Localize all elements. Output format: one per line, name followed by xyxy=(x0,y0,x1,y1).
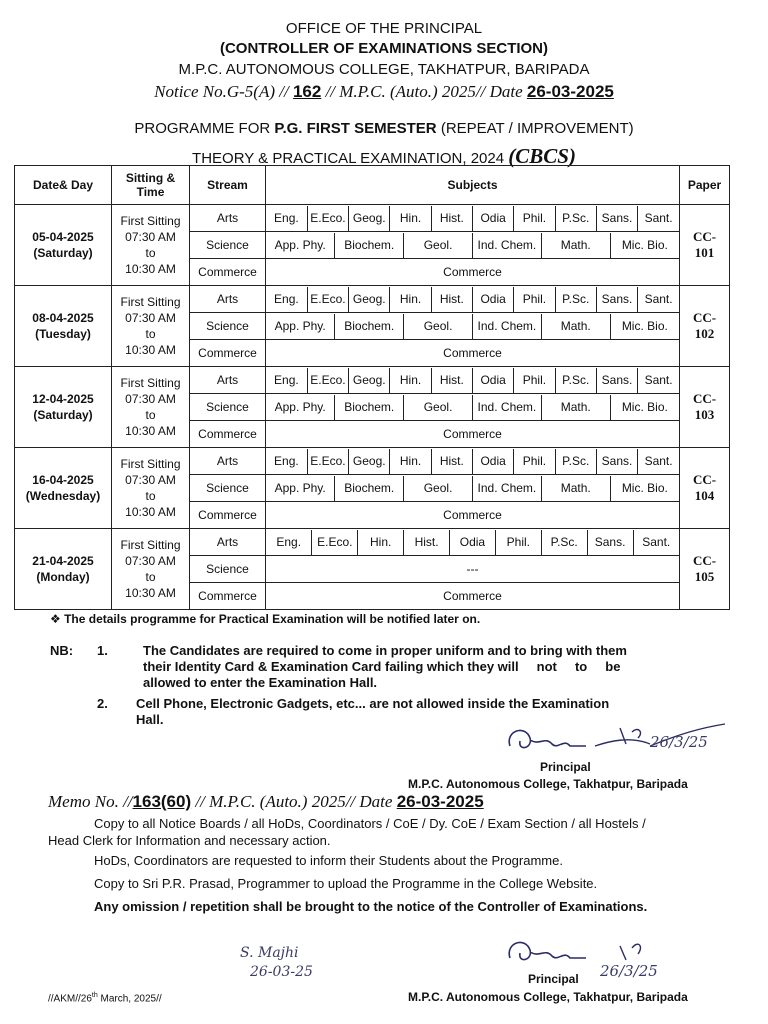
principal-label-1: Principal xyxy=(540,760,591,774)
stream-commerce: Commerce xyxy=(190,340,266,367)
practical-note: ❖ The details programme for Practical Examination will be notified later on. xyxy=(50,612,481,626)
subject-cell: P.Sc. xyxy=(555,287,596,312)
subject-cell: Eng. xyxy=(266,206,307,231)
arts-subjects xyxy=(266,367,680,394)
title-semester: P.G. FIRST SEMESTER xyxy=(274,120,437,137)
subject-cell: Hin. xyxy=(390,449,431,474)
paper-cell xyxy=(680,205,730,286)
sitting-cell xyxy=(112,286,190,367)
stream-science: Science xyxy=(190,313,266,340)
stream-science: Science xyxy=(190,232,266,259)
science-none: --- xyxy=(466,562,479,576)
sitting-label: First Sitting xyxy=(120,376,181,390)
exam-schedule-table xyxy=(14,165,730,610)
nb-label: NB: xyxy=(50,643,74,658)
paper-prefix: CC- xyxy=(692,310,717,325)
memo-date: 26-03-2025 xyxy=(396,792,484,811)
subject-cell: Odia xyxy=(450,530,496,555)
subject-cell: Geol. xyxy=(404,476,473,501)
sitting-to: to xyxy=(145,408,156,422)
sitting-to: to xyxy=(145,246,156,260)
subject-cell: Mic. Bio. xyxy=(621,481,668,495)
subject-cell: Eng. xyxy=(266,449,307,474)
subject-cell: Sans. xyxy=(587,530,633,555)
principal-college-1: M.P.C. Autonomous College, Takhatpur, Baripada xyxy=(408,777,688,791)
memo-line xyxy=(48,792,484,812)
paper-cell xyxy=(680,367,730,448)
notice-prefix: Notice No.G-5(A) // xyxy=(154,82,289,101)
subject-cell: App. Phy. xyxy=(266,395,335,420)
subject-cell: P.Sc. xyxy=(555,449,596,474)
subject-cell: Phil. xyxy=(514,368,555,393)
footer-ref-a: //AKM//26 xyxy=(48,993,92,1005)
header-subjects: Subjects xyxy=(266,166,680,205)
subject-cell: App. Phy. xyxy=(266,476,335,501)
paper-prefix: CC- xyxy=(692,229,717,244)
paper-prefix: CC- xyxy=(692,472,717,487)
stream-commerce: Commerce xyxy=(190,421,266,448)
header-stream: Stream xyxy=(190,166,266,205)
subject-cell: P.Sc. xyxy=(555,368,596,393)
paper-code: 102 xyxy=(694,326,715,341)
nb-item-2-line1: Cell Phone, Electronic Gadgets, etc... are not allowed inside the Examination xyxy=(136,696,610,711)
subject-cell: Sant. xyxy=(644,292,673,306)
college-name: M.P.C. AUTONOMOUS COLLEGE, TAKHATPUR, BARIPADA xyxy=(178,61,590,78)
sitting-end: 10:30 AM xyxy=(125,343,176,357)
title-prefix: PROGRAMME FOR xyxy=(134,120,271,137)
subject-cell: Biochem. xyxy=(335,233,404,258)
nb-number-1: 1. xyxy=(97,643,108,658)
sitting-start: 07:30 AM xyxy=(125,473,176,487)
subject-cell: Sant. xyxy=(642,535,671,549)
notice-mid: // M.P.C. (Auto.) 2025// Date xyxy=(325,82,523,101)
sitting-end: 10:30 AM xyxy=(125,505,176,519)
stream-arts: Arts xyxy=(190,529,266,556)
header-paper: Paper xyxy=(680,166,730,205)
subject-cell: Odia xyxy=(472,287,513,312)
subject-cell: Phil. xyxy=(514,206,555,231)
subject-cell: Biochem. xyxy=(335,395,404,420)
title-exam: THEORY & PRACTICAL EXAMINATION, 2024 xyxy=(192,150,505,167)
memo-prefix: Memo No. // xyxy=(48,792,133,811)
subject-cell: Ind. Chem. xyxy=(472,395,541,420)
copy-line-3: Copy to Sri P.R. Prasad, Programmer to upload the Programme in the College Website. xyxy=(94,876,598,891)
commerce-subject: Commerce xyxy=(266,502,680,529)
paper-code: 104 xyxy=(694,488,715,503)
handwritten-name: S. Majhi xyxy=(240,945,299,961)
science-subjects xyxy=(266,556,680,583)
notice-number: 162 xyxy=(292,82,322,101)
paper-code: 101 xyxy=(694,245,715,260)
science-subjects xyxy=(266,394,680,421)
subject-cell: Odia xyxy=(472,449,513,474)
exam-date-cell xyxy=(15,529,112,610)
sitting-to: to xyxy=(145,327,156,341)
subject-cell: Geog. xyxy=(349,287,390,312)
exam-date: 12-04-2025 xyxy=(32,392,94,406)
arts-subjects xyxy=(266,286,680,313)
paper-prefix: CC- xyxy=(692,553,717,568)
programme-title-line1 xyxy=(0,120,768,137)
subject-cell: Geol. xyxy=(404,314,473,339)
sitting-start: 07:30 AM xyxy=(125,311,176,325)
subject-cell: Hin. xyxy=(390,206,431,231)
subject-cell: Sant. xyxy=(644,454,673,468)
subject-cell: E.Eco. xyxy=(307,206,348,231)
header-sitting xyxy=(112,166,190,205)
subject-cell: Sans. xyxy=(596,287,637,312)
exam-day: (Saturday) xyxy=(33,246,93,260)
sitting-start: 07:30 AM xyxy=(125,554,176,568)
footer-ref-b: March, 2025// xyxy=(97,993,162,1005)
sitting-end: 10:30 AM xyxy=(125,262,176,276)
section-title: (CONTROLLER OF EXAMINATIONS SECTION) xyxy=(219,40,549,57)
table-row xyxy=(15,448,730,475)
table-row xyxy=(15,205,730,232)
subject-cell: Hist. xyxy=(431,368,472,393)
subject-cell: Biochem. xyxy=(335,314,404,339)
stream-arts: Arts xyxy=(190,448,266,475)
subject-cell: Eng. xyxy=(266,287,307,312)
subject-cell: Hin. xyxy=(390,368,431,393)
subject-cell: Hist. xyxy=(431,449,472,474)
sitting-label: First Sitting xyxy=(120,295,181,309)
exam-day: (Monday) xyxy=(36,570,90,584)
header-sitting-l1: Sitting & xyxy=(125,171,176,185)
science-subjects xyxy=(266,475,680,502)
principal-label-2: Principal xyxy=(528,972,579,986)
subject-cell: Eng. xyxy=(266,368,307,393)
header-sitting-l2: Time xyxy=(136,185,165,199)
stream-science: Science xyxy=(190,475,266,502)
sitting-label: First Sitting xyxy=(120,457,181,471)
subject-cell: Phil. xyxy=(514,449,555,474)
stream-commerce: Commerce xyxy=(190,259,266,286)
science-subjects xyxy=(266,232,680,259)
stream-arts: Arts xyxy=(190,286,266,313)
subject-cell: Ind. Chem. xyxy=(472,233,541,258)
subject-cell: P.Sc. xyxy=(541,530,587,555)
commerce-subject: Commerce xyxy=(266,583,680,610)
sitting-end: 10:30 AM xyxy=(125,586,176,600)
subject-cell: Math. xyxy=(541,314,610,339)
table-row xyxy=(15,529,730,556)
exam-date: 08-04-2025 xyxy=(32,311,94,325)
subject-cell: Sans. xyxy=(596,206,637,231)
exam-date-cell xyxy=(15,448,112,529)
subject-cell: Hist. xyxy=(431,287,472,312)
subject-cell: Geol. xyxy=(404,395,473,420)
subject-cell: App. Phy. xyxy=(266,233,335,258)
paper-cell xyxy=(680,286,730,367)
subject-cell: Odia xyxy=(472,206,513,231)
subject-cell: Mic. Bio. xyxy=(621,238,668,252)
exam-date: 21-04-2025 xyxy=(32,554,94,568)
nb-number-2: 2. xyxy=(97,696,108,711)
nb-item-1-line2: their Identity Card & Examination Card failing which they will not to be xyxy=(143,659,621,674)
copy-line-2: HoDs, Coordinators are requested to inform their Students about the Programme. xyxy=(94,853,563,868)
arts-subjects xyxy=(266,448,680,475)
sitting-label: First Sitting xyxy=(120,538,181,552)
table-header-row xyxy=(15,166,730,205)
stream-arts: Arts xyxy=(190,367,266,394)
sitting-start: 07:30 AM xyxy=(125,392,176,406)
subject-cell: Phil. xyxy=(514,287,555,312)
commerce-subject: Commerce xyxy=(266,259,680,286)
footer-ref-sup: th xyxy=(91,992,98,999)
paper-code: 103 xyxy=(694,407,715,422)
sitting-cell xyxy=(112,448,190,529)
subject-cell: Odia xyxy=(472,368,513,393)
commerce-subject: Commerce xyxy=(266,421,680,448)
subject-cell: E.Eco. xyxy=(312,530,358,555)
table-row xyxy=(15,367,730,394)
exam-date-cell xyxy=(15,367,112,448)
subject-cell: Mic. Bio. xyxy=(621,319,668,333)
subject-cell: P.Sc. xyxy=(555,206,596,231)
subject-cell: E.Eco. xyxy=(307,368,348,393)
exam-day: (Tuesday) xyxy=(35,327,91,341)
subject-cell: Phil. xyxy=(495,530,541,555)
subject-cell: Sant. xyxy=(644,373,673,387)
paper-cell xyxy=(680,529,730,610)
nb-item-1-line1: The Candidates are required to come in proper uniform and to bring with them xyxy=(143,643,627,658)
principal-college-2: M.P.C. Autonomous College, Takhatpur, Baripada xyxy=(408,990,688,1004)
sitting-start: 07:30 AM xyxy=(125,230,176,244)
subject-cell: Hist. xyxy=(404,530,450,555)
signature-1-date: 26/3/25 xyxy=(650,733,708,751)
subject-cell: Geog. xyxy=(349,449,390,474)
stream-science: Science xyxy=(190,394,266,421)
nb-item-1 xyxy=(143,643,703,691)
table-row xyxy=(15,286,730,313)
handwritten-date: 26-03-25 xyxy=(250,964,313,980)
signature-2-date: 26/3/25 xyxy=(600,962,658,980)
commerce-subject: Commerce xyxy=(266,340,680,367)
subject-cell: Ind. Chem. xyxy=(472,476,541,501)
stream-commerce: Commerce xyxy=(190,583,266,610)
notice-line xyxy=(0,82,768,102)
notice-date: 26-03-2025 xyxy=(526,82,614,101)
nb-item-1-line3: allowed to enter the Examination Hall. xyxy=(143,675,378,690)
exam-day: (Saturday) xyxy=(33,408,93,422)
subject-cell: App. Phy. xyxy=(266,314,335,339)
sitting-cell xyxy=(112,529,190,610)
subject-cell: Math. xyxy=(541,476,610,501)
sitting-cell xyxy=(112,367,190,448)
subject-cell: Sant. xyxy=(644,211,673,225)
subject-cell: E.Eco. xyxy=(307,449,348,474)
subject-cell: Geol. xyxy=(404,233,473,258)
subject-cell: Mic. Bio. xyxy=(621,400,668,414)
memo-number: 163(60) xyxy=(132,792,192,811)
arts-subjects xyxy=(266,205,680,232)
sitting-label: First Sitting xyxy=(120,214,181,228)
exam-day: (Wednesday) xyxy=(25,489,101,503)
footer-reference xyxy=(48,992,162,1004)
exam-date: 05-04-2025 xyxy=(32,230,94,244)
arts-subjects xyxy=(266,529,680,556)
subject-cell: Geog. xyxy=(349,368,390,393)
subject-cell: Hin. xyxy=(358,530,404,555)
paper-cell xyxy=(680,448,730,529)
title-suffix: (REPEAT / IMPROVEMENT) xyxy=(440,120,634,137)
header-date: Date& Day xyxy=(15,166,112,205)
subject-cell: Biochem. xyxy=(335,476,404,501)
nb-item-2-line2: Hall. xyxy=(136,712,164,727)
subject-cell: Eng. xyxy=(266,530,312,555)
title-cbcs: (CBCS) xyxy=(508,144,576,168)
memo-mid: // M.P.C. (Auto.) 2025// Date xyxy=(195,792,393,811)
subject-cell: Ind. Chem. xyxy=(472,314,541,339)
subject-cell: Sans. xyxy=(596,449,637,474)
office-title: OFFICE OF THE PRINCIPAL xyxy=(285,20,483,37)
exam-date: 16-04-2025 xyxy=(32,473,94,487)
sitting-end: 10:30 AM xyxy=(125,424,176,438)
subject-cell: Geog. xyxy=(349,206,390,231)
copy-line-1: Copy to all Notice Boards / all HoDs, Coordinators / CoE / Dy. CoE / Exam Section / all Hostels / xyxy=(94,816,646,831)
subject-cell: Hist. xyxy=(431,206,472,231)
stream-science: Science xyxy=(190,556,266,583)
science-subjects xyxy=(266,313,680,340)
sitting-cell xyxy=(112,205,190,286)
subject-cell: Math. xyxy=(541,233,610,258)
copy-line-1b: Head Clerk for Information and necessary action. xyxy=(48,833,331,848)
subject-cell: Hin. xyxy=(390,287,431,312)
sitting-to: to xyxy=(145,489,156,503)
exam-date-cell xyxy=(15,205,112,286)
paper-prefix: CC- xyxy=(692,391,717,406)
subject-cell: Sans. xyxy=(596,368,637,393)
stream-arts: Arts xyxy=(190,205,266,232)
subject-cell: E.Eco. xyxy=(307,287,348,312)
stream-commerce: Commerce xyxy=(190,502,266,529)
copy-line-4: Any omission / repetition shall be brought to the notice of the Controller of Examinations. xyxy=(94,899,648,914)
sitting-to: to xyxy=(145,570,156,584)
paper-code: 105 xyxy=(694,569,715,584)
exam-date-cell xyxy=(15,286,112,367)
subject-cell: Math. xyxy=(541,395,610,420)
